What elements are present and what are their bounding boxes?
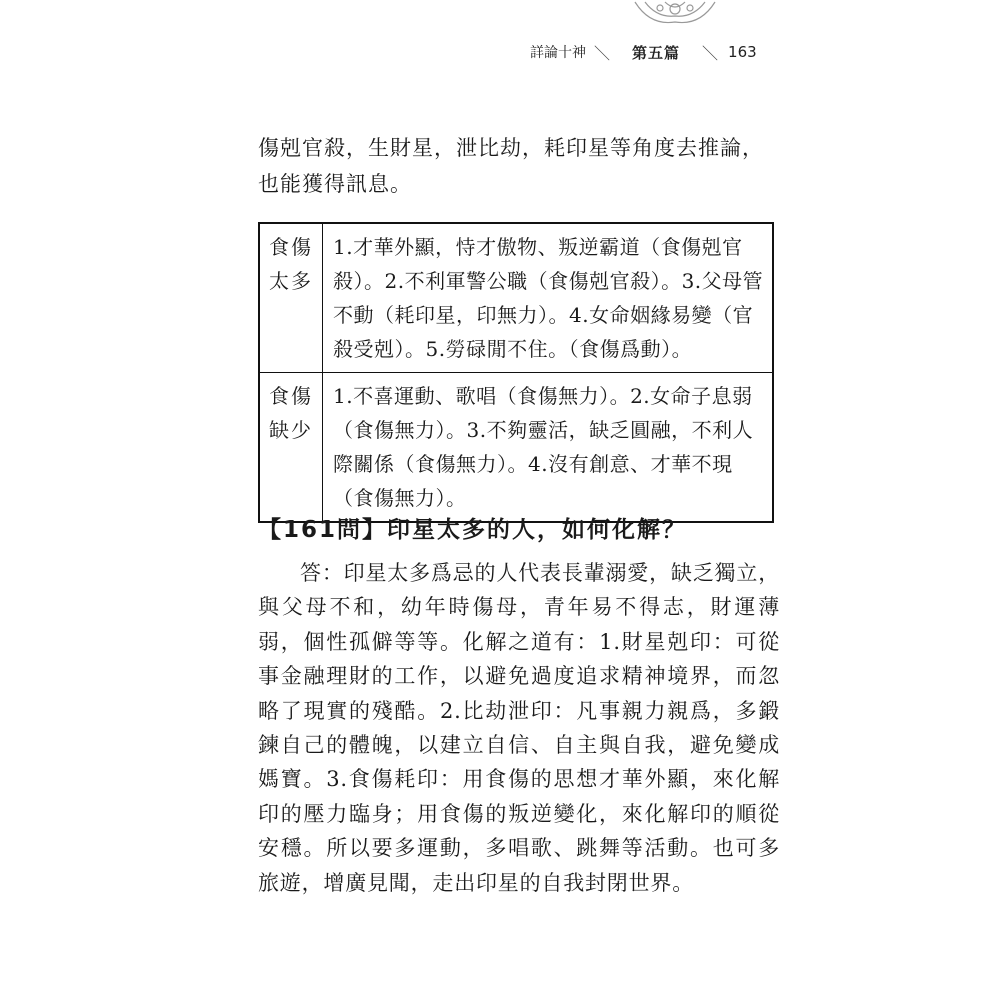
ten-gods-table	[258, 222, 774, 523]
header-separator: ＼	[594, 43, 611, 63]
page-number: 163	[728, 43, 757, 61]
running-head	[530, 40, 780, 64]
floral-ornament-icon	[625, 0, 725, 28]
question-heading: 【161問】印星太多的人，如何化解？	[258, 517, 688, 543]
section-title: 詳論十神	[530, 45, 586, 61]
part-title: 第五篇	[632, 43, 681, 62]
row-content: 1.不喜運動、歌唱（食傷無力）。2.女命子息弱（食傷無力）。3.不夠靈活，缺乏圓融，不利人際關係（食傷無力）。4.沒有創意、才華不現（食傷無力）。	[323, 373, 774, 523]
row-label: 食傷缺少	[259, 373, 323, 523]
row-label: 食傷太多	[259, 223, 323, 373]
intro-paragraph: 傷剋官殺，生財星，泄比劫，耗印星等角度去推論，也能獲得訊息。	[258, 136, 764, 196]
table-row	[259, 223, 773, 373]
answer-paragraph: 答：印星太多爲忌的人代表長輩溺愛，缺乏獨立，與父母不和，幼年時傷母，青年易不得志，財運薄弱，個性孤僻等等。化解之道有：1.財星剋印：可從事金融理財的工作，以避免過度追求精神境界，而忽略了現實的殘酷。2.比劫泄印：凡事親力親爲，多鍛鍊自己的體魄，以建立自信、自主與自我，避免變成媽寶。3.食傷耗印：用食傷的思想才華外顯，來化解印的壓力臨身；用食傷的叛逆變化，來化解印的順從安穩。所以要多運動，多唱歌、跳舞等活動。也可多旅遊，增廣見聞，走出印星的自我封閉世界。	[258, 561, 780, 895]
table-row	[259, 373, 773, 523]
header-separator-2: ＼	[702, 43, 719, 63]
row-content: 1.才華外顯，恃才傲物、叛逆霸道（食傷剋官殺）。2.不利軍警公職（食傷剋官殺）。3.父母管不動（耗印星，印無力）。4.女命姻緣易變（官殺受剋）。5.勞碌閒不住。（食傷爲動）。	[323, 223, 774, 373]
